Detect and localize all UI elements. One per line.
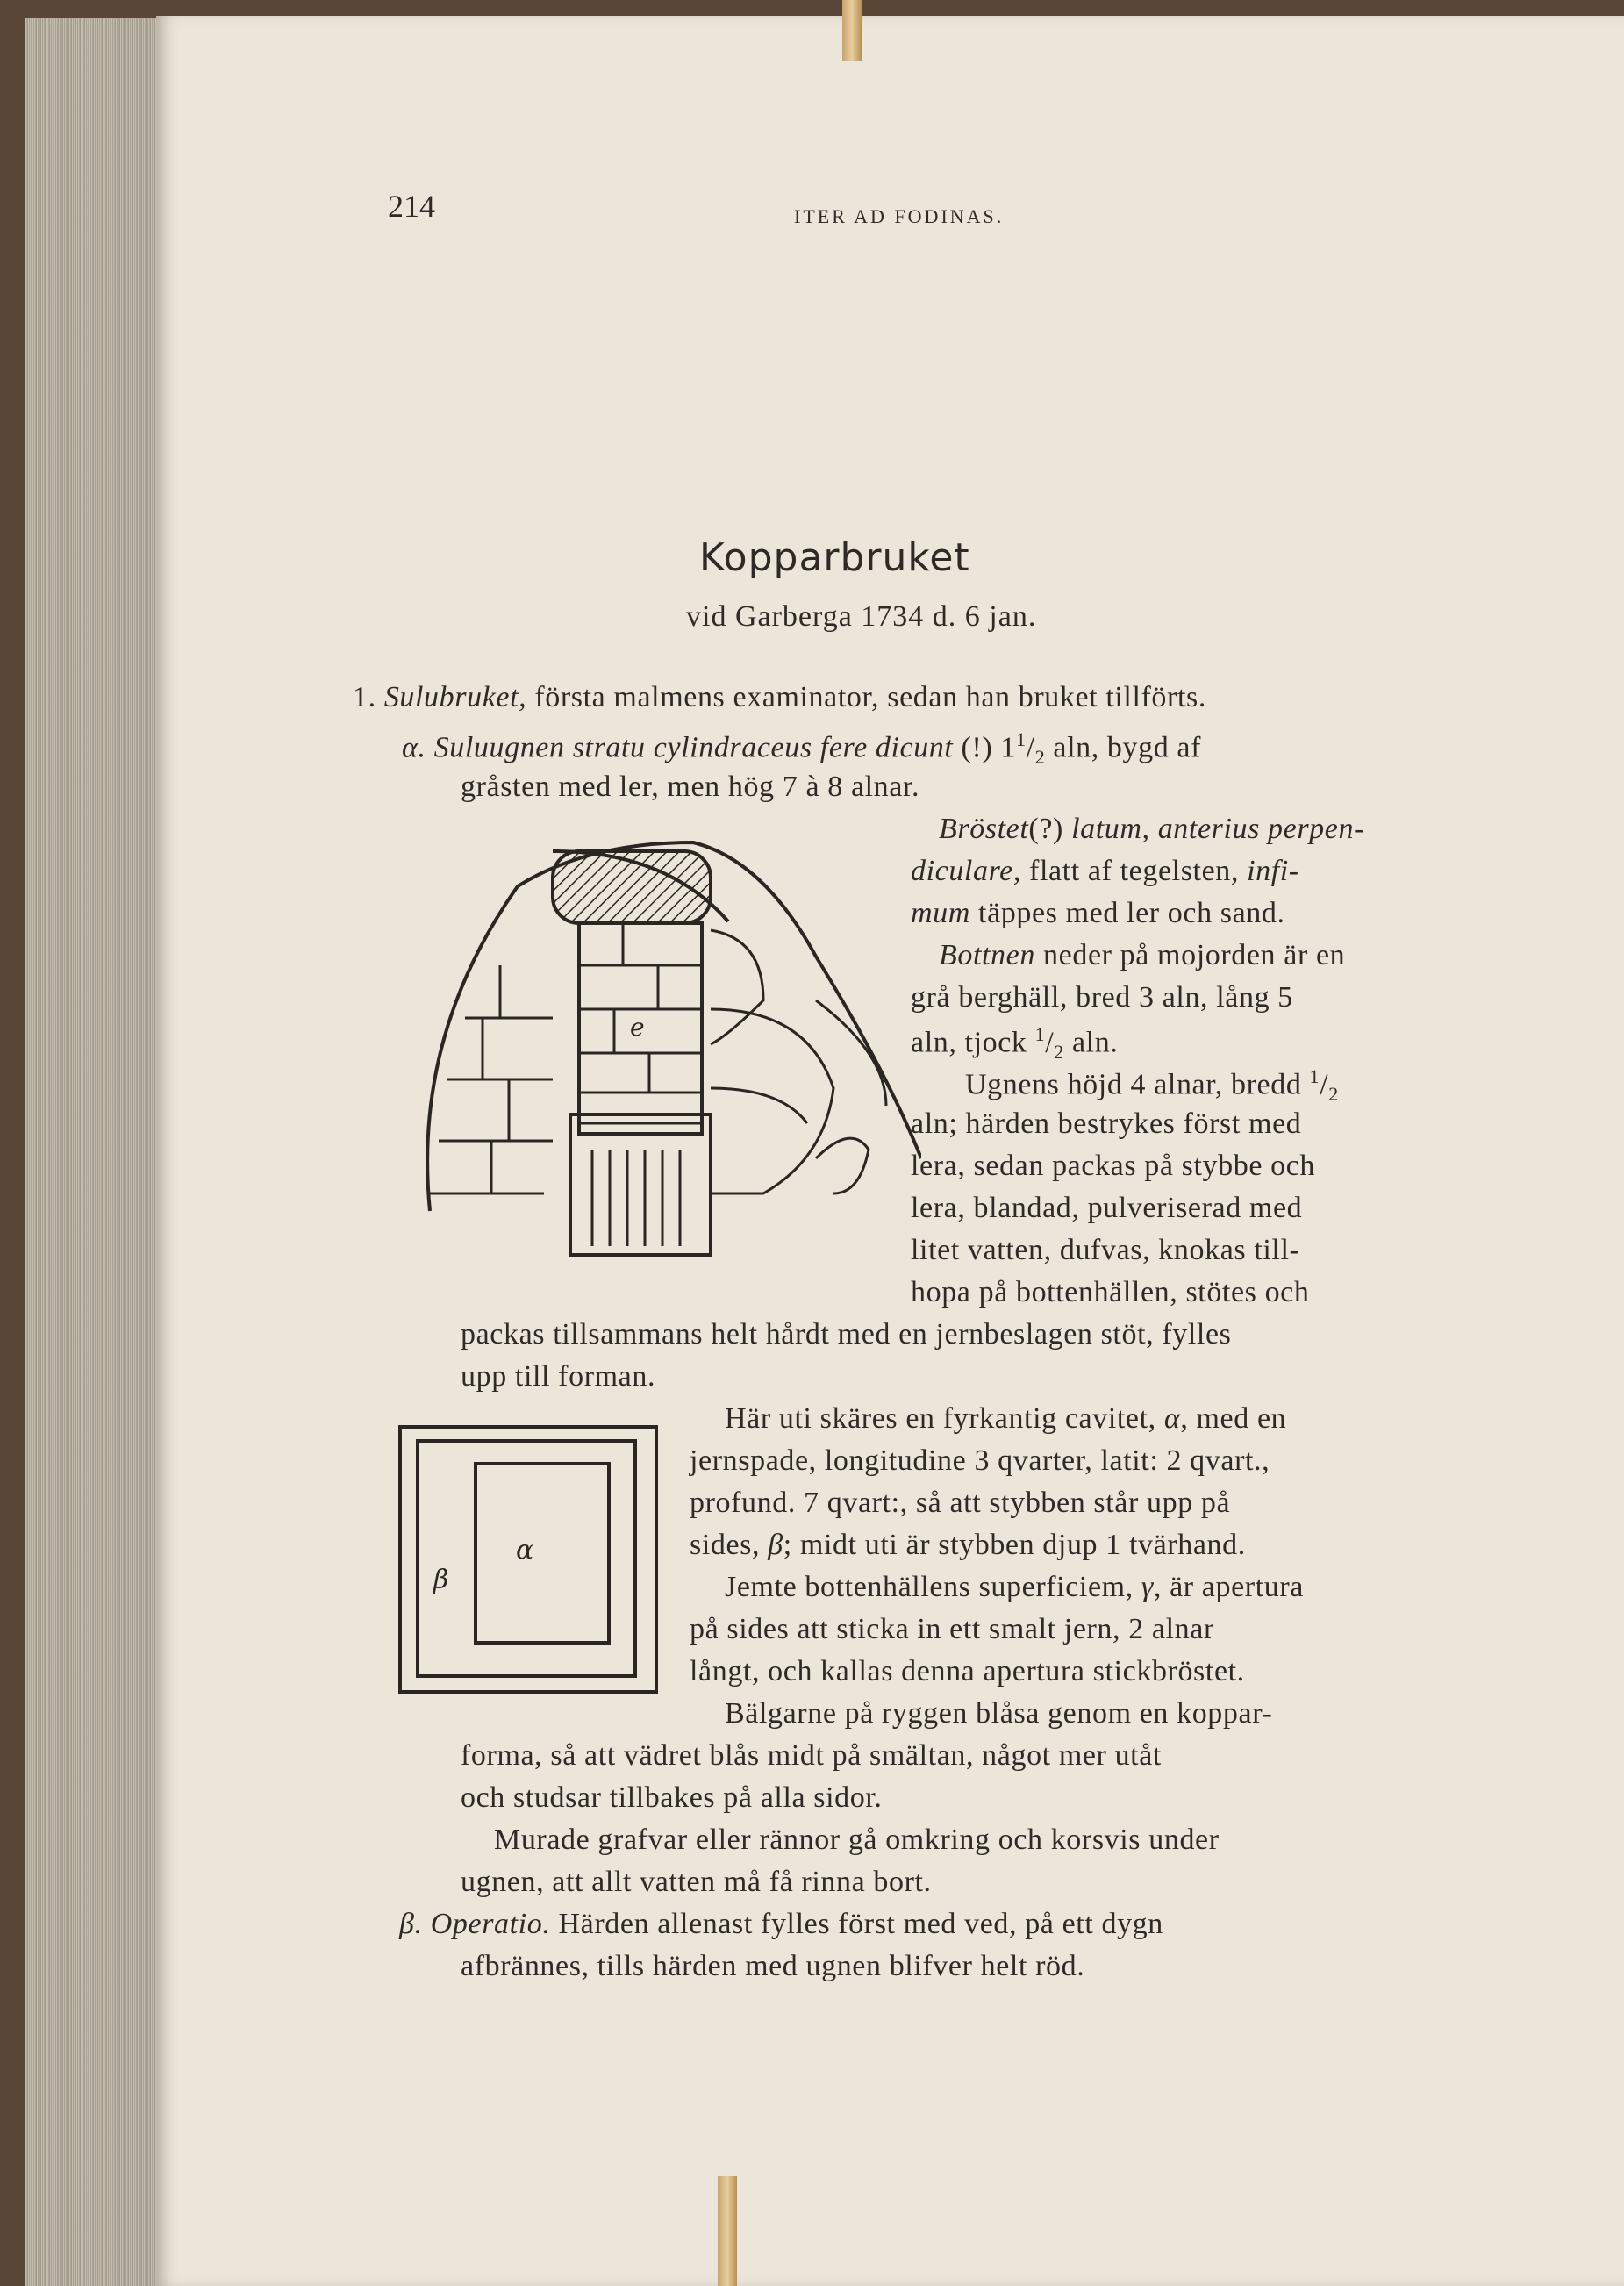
section-subtitle: vid Garberga 1734 d. 6 jan. [686, 600, 1037, 633]
item-letter: α. [402, 731, 426, 764]
text-line: på sides att sticka in ett smalt jern, 2 alnar [690, 1613, 1214, 1645]
term-brostet: Bröstet [939, 813, 1029, 845]
text-span: mum [911, 897, 970, 929]
text-line: aln; härden bestrykes först med [911, 1107, 1302, 1140]
text-line [725, 1573, 1304, 1602]
text-line: Murade grafvar eller rännor gå omkring och korsvis under [494, 1824, 1220, 1856]
fraction-numerator: 1 [1034, 1023, 1046, 1045]
bookmark-ribbon-bottom [718, 2176, 737, 2286]
fraction-numerator: 1 [1309, 1065, 1320, 1087]
book-page-edges [25, 18, 165, 2286]
text-line: packas tillsammans helt hårdt med en jernbeslagen stöt, fylles [461, 1318, 1232, 1351]
text-span: (!) 1 [953, 731, 1017, 764]
text-line: upp till forman. [461, 1360, 656, 1393]
text-line: och studsar tillbakes på alla sidor. [461, 1781, 883, 1814]
text-line: lera, blandad, pulveriserad med [911, 1192, 1303, 1224]
text-span: Jemte bottenhällens superficiem, [725, 1571, 1141, 1603]
text-line: Bälgarne på ryggen blåsa genom en koppar- [725, 1697, 1273, 1730]
text-line: ugnen, att allt vatten må få rinna bort. [461, 1866, 932, 1898]
text-line [725, 1404, 1286, 1434]
label-alpha: α [1163, 1402, 1181, 1435]
text-span: latum, anterius perpen- [1071, 813, 1364, 845]
fraction-slash: / [1320, 1068, 1329, 1101]
furnace-label: e [630, 1013, 645, 1042]
text-line [911, 856, 1299, 886]
text-span: aln, tjock [911, 1026, 1035, 1059]
item-number: 1. [353, 681, 376, 713]
term-suluugnen: Suluugnen stratu cylindraceus fere dicunt [433, 731, 954, 764]
text-span: infi- [1247, 855, 1299, 887]
text-line: långt, och kallas denna apertura stickbröstet. [690, 1655, 1245, 1688]
text-span: neder på mojorden är en [1034, 939, 1346, 971]
label-beta: β [768, 1529, 783, 1561]
text-line: gråsten med ler, men hög 7 à 8 alnar. [461, 770, 920, 803]
text-line: forma, så att vädret blås midt på smältan, något mer utåt [461, 1739, 1162, 1772]
text-span: ; midt uti är stybben djup 1 tvärhand. [783, 1529, 1246, 1561]
bookmark-ribbon-top [842, 0, 862, 61]
text-line: lera, sedan packas på stybbe och [911, 1150, 1316, 1182]
text-span: aln, bygd af [1045, 731, 1202, 764]
fraction-slash: / [1045, 1026, 1055, 1059]
text-line: profund. 7 qvart:, så att stybben står upp på [690, 1487, 1231, 1519]
text-span: aln. [1063, 1026, 1119, 1059]
text-span: (?) [1028, 813, 1072, 845]
term-sulubruket: Sulubruket, [383, 681, 527, 713]
label-gamma: γ [1141, 1571, 1154, 1603]
text-line: litet vatten, dufvas, knokas till- [911, 1234, 1300, 1266]
text-span: diculare, [911, 855, 1021, 887]
plan-sketch [395, 1422, 667, 1702]
item-letter: β. [399, 1908, 423, 1940]
text-span: , med en [1180, 1402, 1287, 1435]
text-line [353, 683, 1206, 713]
text-line [939, 814, 1364, 844]
term-operatio: Operatio. [430, 1908, 551, 1940]
text-line [939, 941, 1345, 971]
fraction-numerator: 1 [1016, 728, 1027, 750]
text-span: sides, [690, 1529, 769, 1561]
text-line [911, 1025, 1118, 1062]
text-span: flatt af tegelsten, [1020, 855, 1248, 887]
running-head: ITER AD FODINAS. [794, 205, 1005, 227]
fraction-slash: / [1026, 731, 1035, 764]
text-span: första malmens examinator, sedan han bruket tillförts. [526, 681, 1206, 713]
plan-label-beta: β [433, 1565, 449, 1595]
text-span: , är apertura [1153, 1571, 1304, 1603]
text-span: Ugnens höjd 4 alnar, bredd [965, 1068, 1310, 1101]
text-line: afbrännes, tills härden med ugnen blifver helt röd. [461, 1950, 1085, 1982]
plan-label-alpha: α [516, 1535, 534, 1566]
section-title: Kopparbruket [699, 535, 970, 580]
fraction-denominator: 2 [1328, 1083, 1339, 1106]
text-span: Härden allenast fylles först med ved, på ett dygn [550, 1908, 1163, 1940]
text-span: Här uti skäres en fyrkantig cavitet, [725, 1402, 1164, 1435]
text-line [911, 899, 1285, 928]
text-line: hopa på bottenhällen, stötes och [911, 1276, 1310, 1308]
term-bottnen: Bottnen [939, 939, 1035, 971]
text-line [965, 1067, 1339, 1104]
plan-cavity [476, 1464, 609, 1643]
text-line [690, 1530, 1246, 1560]
text-line: grå berghäll, bred 3 aln, lång 5 [911, 981, 1293, 1014]
text-span: täppes med ler och sand. [969, 897, 1285, 929]
text-line [399, 1910, 1163, 1939]
furnace-sketch [395, 825, 921, 1281]
fraction-denominator: 2 [1054, 1041, 1064, 1064]
brick-hatched-top [553, 851, 711, 923]
page-number: 214 [388, 189, 435, 224]
text-line [402, 730, 1201, 767]
fraction-denominator: 2 [1034, 746, 1046, 769]
text-line: jernspade, longitudine 3 qvarter, latit: 2 qvart., [690, 1444, 1270, 1477]
